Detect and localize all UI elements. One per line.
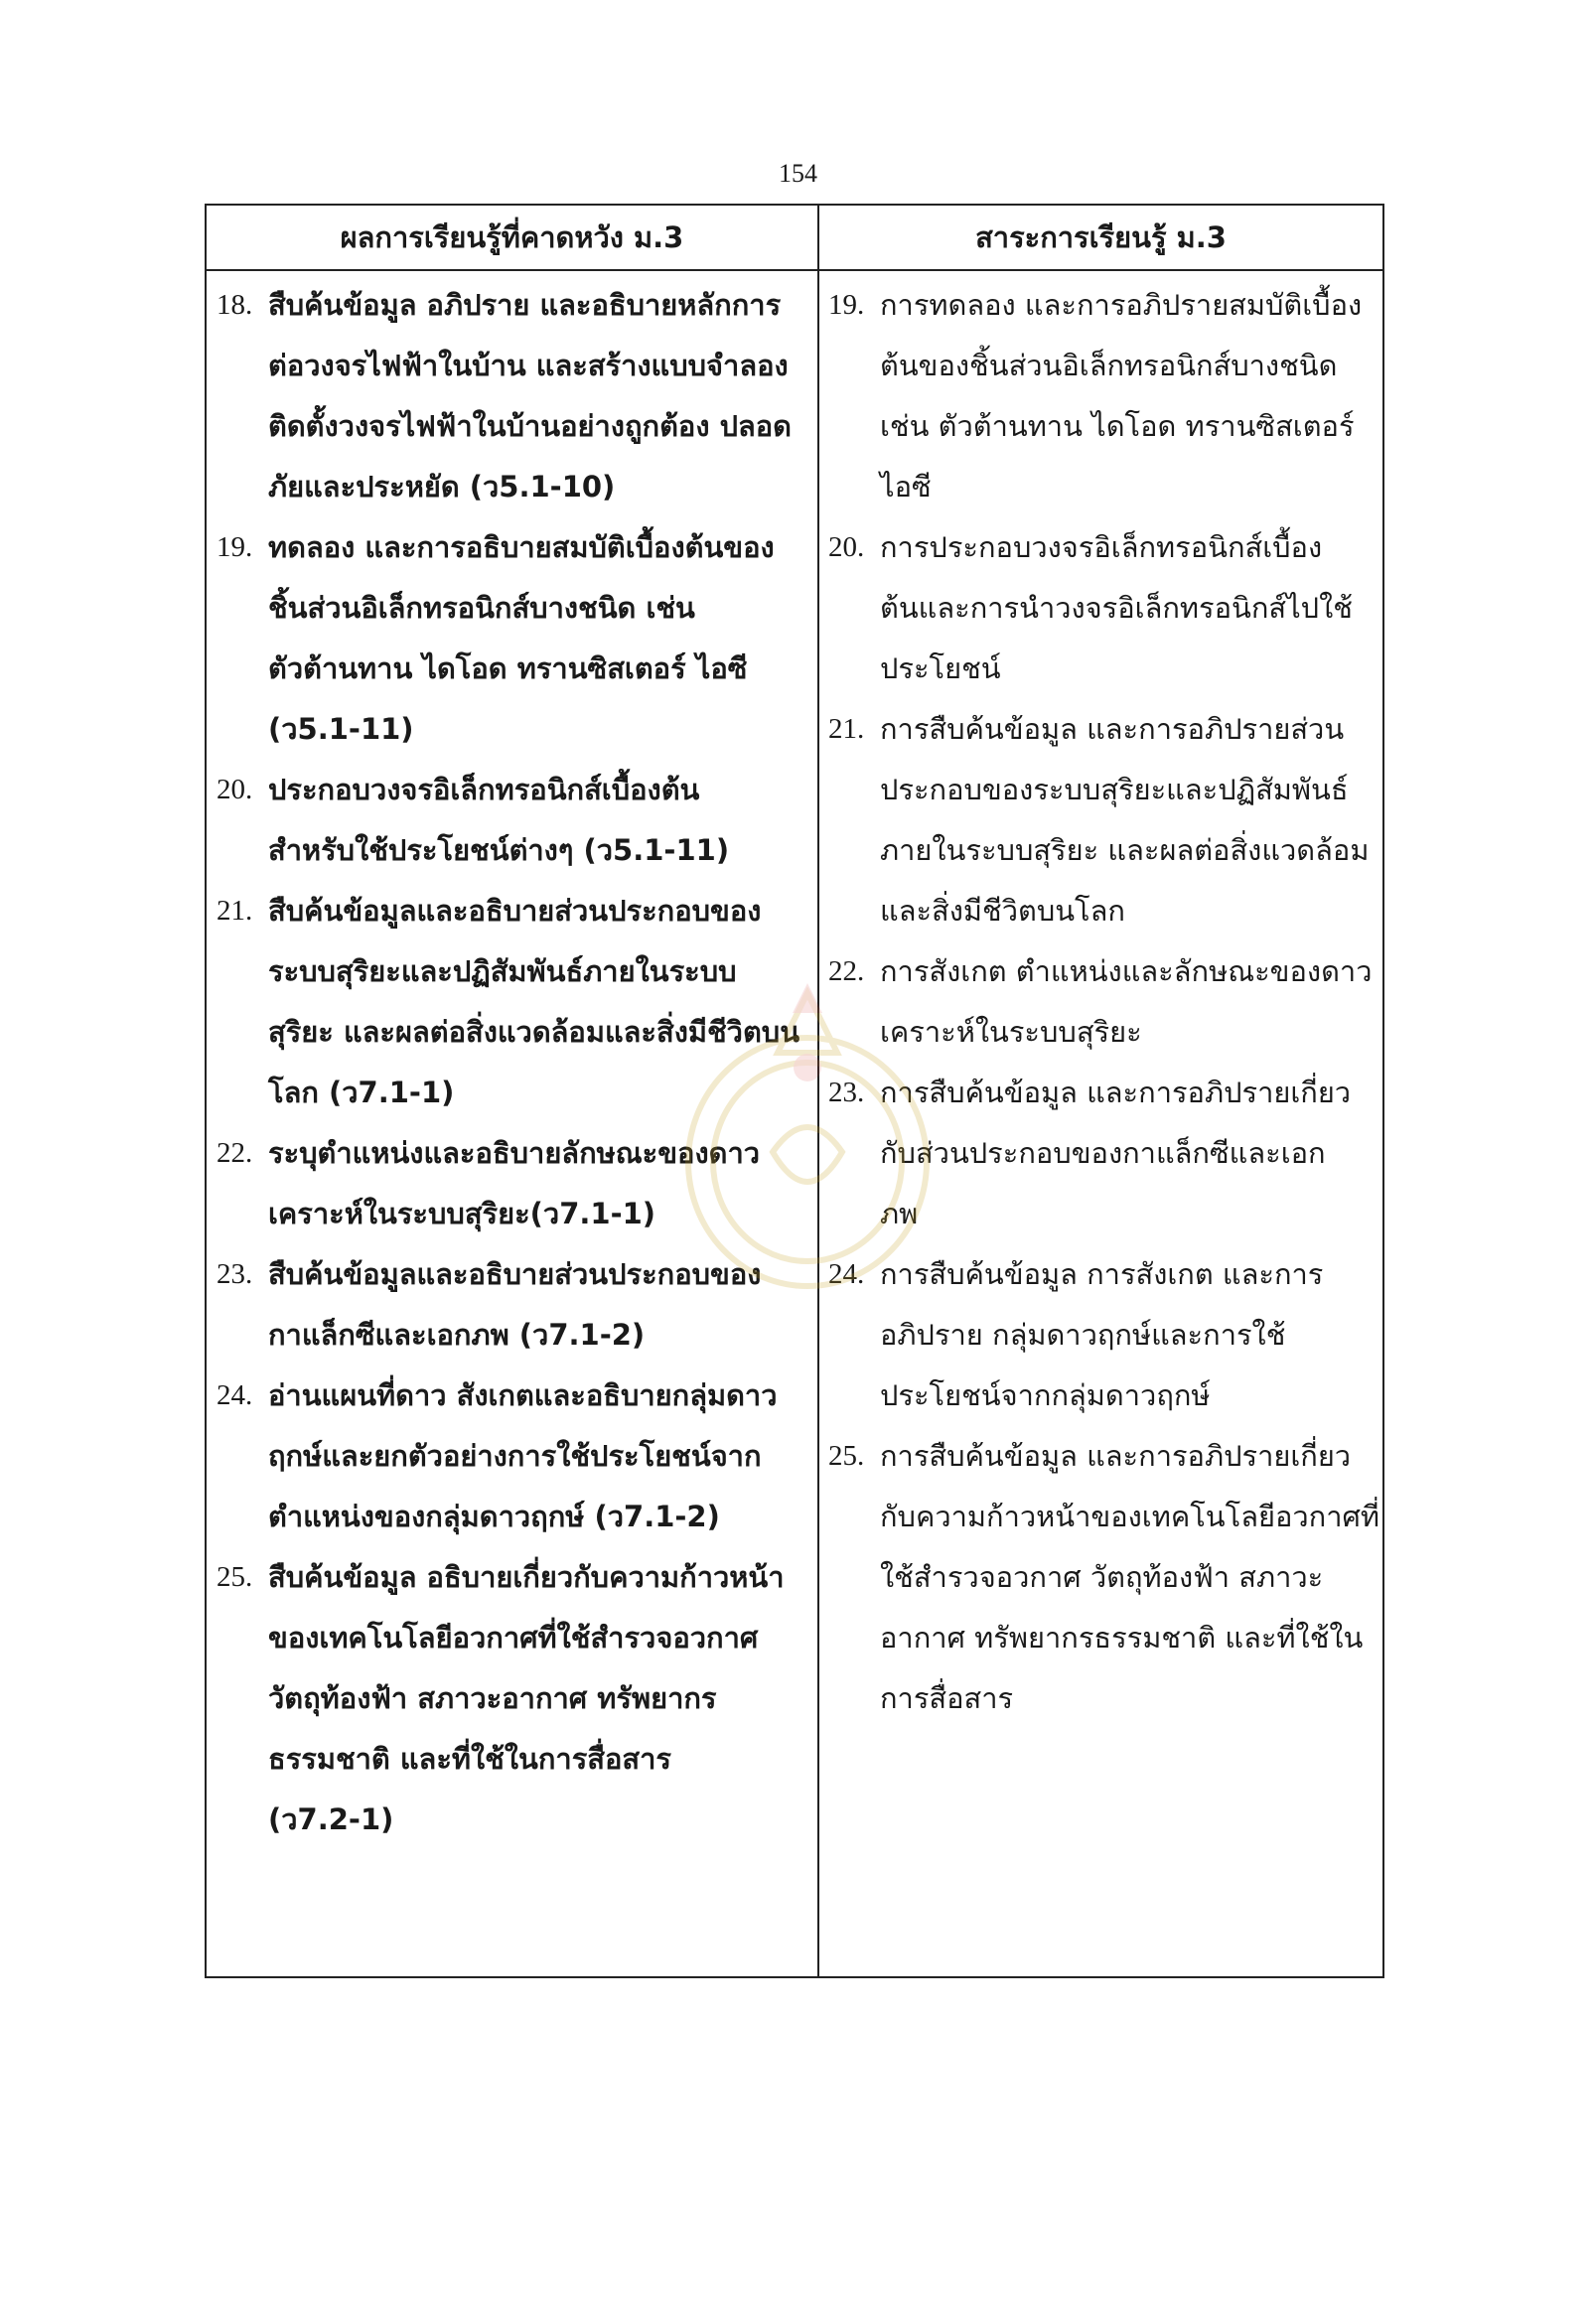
header-learning-content: สาระการเรียนรู้ ม.3 xyxy=(975,220,1227,254)
left-item-text xyxy=(268,1547,808,1850)
left-item-number: 22. xyxy=(217,1137,253,1169)
left-list-item xyxy=(217,275,808,517)
right-list-item xyxy=(828,699,1380,941)
left-item-line: สืบค้นข้อมูล อภิปราย และอธิบายหลักการ xyxy=(268,288,782,322)
right-item-number: 23. xyxy=(828,1077,865,1108)
left-item-text xyxy=(268,881,808,1123)
right-item-text xyxy=(880,275,1380,517)
right-item-line: การสืบค้นข้อมูล และการอภิปรายเกี่ยว xyxy=(880,1076,1352,1109)
right-list-item xyxy=(828,517,1380,699)
left-item-line: โลก (ว7.1-1) xyxy=(268,1076,455,1109)
left-item-line: ทดลอง และการอธิบายสมบัติเบื้องต้นของ xyxy=(268,530,775,564)
left-item-line: ตำแหน่งของกลุ่มดาวฤกษ์ (ว7.1-2) xyxy=(268,1500,720,1533)
left-item-number: 24. xyxy=(217,1379,253,1411)
left-item-number: 20. xyxy=(217,774,253,805)
left-item-line: สืบค้นข้อมูลและอธิบายส่วนประกอบของ xyxy=(268,894,762,928)
left-item-number: 23. xyxy=(217,1258,253,1290)
right-item-line: การสืบค้นข้อมูล การสังเกต และการ xyxy=(880,1257,1324,1291)
right-item-text xyxy=(880,1426,1380,1729)
right-item-line: อภิปราย กลุ่มดาวฤกษ์และการใช้ xyxy=(880,1318,1286,1352)
left-item-line: ธรรมชาติ และที่ใช้ในการสื่อสาร xyxy=(268,1742,671,1776)
curriculum-table xyxy=(205,204,1384,1978)
left-list-item xyxy=(217,1123,808,1244)
right-item-line: การประกอบวงจรอิเล็กทรอนิกส์เบื้อง xyxy=(880,530,1323,564)
right-item-number: 22. xyxy=(828,955,865,987)
right-item-line: เช่น ตัวต้านทาน ไดโอด ทรานซิสเตอร์ xyxy=(880,409,1355,443)
right-item-line: ต้นของชิ้นส่วนอิเล็กทรอนิกส์บางชนิด xyxy=(880,349,1338,382)
left-item-number: 19. xyxy=(217,531,253,563)
right-item-number: 20. xyxy=(828,531,865,563)
left-item-line: วัตถุท้องฟ้า สภาวะอากาศ ทรัพยากร xyxy=(268,1681,717,1715)
left-list-item xyxy=(217,1366,808,1547)
left-item-line: ระบุตำแหน่งและอธิบายลักษณะของดาว xyxy=(268,1136,761,1170)
left-item-number: 25. xyxy=(217,1561,253,1593)
left-item-line: (ว7.2-1) xyxy=(268,1802,394,1836)
right-item-number: 24. xyxy=(828,1258,865,1290)
right-item-line: การสื่อสาร xyxy=(880,1681,1014,1715)
left-item-line: สืบค้นข้อมูล อธิบายเกี่ยวกับความก้าวหน้า xyxy=(268,1560,785,1594)
left-list-item xyxy=(217,517,808,760)
left-list-item xyxy=(217,881,808,1123)
left-item-line: ชิ้นส่วนอิเล็กทรอนิกส์บางชนิด เช่น xyxy=(268,591,695,625)
left-item-line: สืบค้นข้อมูลและอธิบายส่วนประกอบของ xyxy=(268,1257,762,1291)
right-item-line: ภายในระบบสุริยะ และผลต่อสิ่งแวดล้อม xyxy=(880,833,1370,867)
right-item-line: อากาศ ทรัพยากรธรรมชาติ และที่ใช้ใน xyxy=(880,1621,1364,1655)
right-item-line: ภพ xyxy=(880,1197,919,1230)
right-item-text xyxy=(880,699,1380,941)
right-list-item xyxy=(828,1063,1380,1244)
left-item-line: เคราะห์ในระบบสุริยะ(ว7.1-1) xyxy=(268,1197,656,1230)
left-list-item xyxy=(217,1244,808,1366)
left-item-line: ระบบสุริยะและปฏิสัมพันธ์ภายในระบบ xyxy=(268,954,737,988)
right-item-line: ต้นและการนำวงจรอิเล็กทรอนิกส์ไปใช้ xyxy=(880,591,1353,625)
left-list-item xyxy=(217,760,808,881)
right-item-number: 25. xyxy=(828,1440,865,1472)
right-item-line: การทดลอง และการอภิปรายสมบัติเบื้อง xyxy=(880,288,1363,322)
left-item-line: สุริยะ และผลต่อสิ่งแวดล้อมและสิ่งมีชีวิตบน xyxy=(268,1015,800,1049)
right-item-line: และสิ่งมีชีวิตบนโลก xyxy=(880,894,1125,928)
left-list-item xyxy=(217,1547,808,1850)
left-item-line: ประกอบวงจรอิเล็กทรอนิกส์เบื้องต้น xyxy=(268,773,700,806)
right-item-text xyxy=(880,1063,1380,1244)
left-item-line: ติดตั้งวงจรไฟฟ้าในบ้านอย่างถูกต้อง ปลอด xyxy=(268,409,793,443)
right-item-number: 21. xyxy=(828,713,865,745)
right-list-item xyxy=(828,941,1380,1063)
right-list-item xyxy=(828,275,1380,517)
right-item-line: กับส่วนประกอบของกาแล็กซีและเอก xyxy=(880,1136,1326,1170)
right-list-item xyxy=(828,1426,1380,1729)
right-item-text xyxy=(880,941,1380,1063)
left-item-line: (ว5.1-11) xyxy=(268,712,414,746)
page-number: 154 xyxy=(779,159,817,188)
left-item-line: สำหรับใช้ประโยชน์ต่างๆ (ว5.1-11) xyxy=(268,833,730,867)
left-item-text xyxy=(268,1366,808,1547)
left-item-line: ของเทคโนโลยีอวกาศที่ใช้สำรวจอวกาศ xyxy=(268,1621,759,1655)
left-item-text xyxy=(268,760,808,881)
left-item-text xyxy=(268,275,808,517)
left-item-line: ฤกษ์และยกตัวอย่างการใช้ประโยชน์จาก xyxy=(268,1439,762,1473)
right-list-item xyxy=(828,1244,1380,1426)
right-item-line: ไอซี xyxy=(880,470,932,504)
column-divider xyxy=(817,206,819,1976)
right-item-line: ประโยชน์ xyxy=(880,651,1001,685)
right-item-line: ใช้สำรวจอวกาศ วัตถุท้องฟ้า สภาวะ xyxy=(880,1560,1324,1594)
left-item-line: อ่านแผนที่ดาว สังเกตและอธิบายกลุ่มดาว xyxy=(268,1378,778,1412)
left-item-text xyxy=(268,1123,808,1244)
right-item-line: ประโยชน์จากกลุ่มดาวฤกษ์ xyxy=(880,1378,1211,1412)
right-item-line: การสืบค้นข้อมูล และการอภิปรายเกี่ยว xyxy=(880,1439,1352,1473)
right-item-number: 19. xyxy=(828,289,865,321)
left-item-line: ภัยและประหยัด (ว5.1-10) xyxy=(268,470,616,504)
right-item-text xyxy=(880,517,1380,699)
table-header-row xyxy=(207,206,1382,271)
left-item-line: ตัวต้านทาน ไดโอด ทรานซิสเตอร์ ไอซี xyxy=(268,651,748,685)
left-item-text xyxy=(268,517,808,760)
right-item-text xyxy=(880,1244,1380,1426)
right-item-line: การสังเกต ตำแหน่งและลักษณะของดาว xyxy=(880,954,1373,988)
left-item-number: 18. xyxy=(217,289,253,321)
right-item-line: กับความก้าวหน้าของเทคโนโลยีอวกาศที่ xyxy=(880,1500,1380,1533)
left-item-text xyxy=(268,1244,808,1366)
expected-outcomes-column xyxy=(217,275,808,1850)
right-item-line: เคราะห์ในระบบสุริยะ xyxy=(880,1015,1142,1049)
right-item-line: ประกอบของระบบสุริยะและปฏิสัมพันธ์ xyxy=(880,773,1349,806)
header-expected-outcomes: ผลการเรียนรู้ที่คาดหวัง ม.3 xyxy=(340,220,684,254)
right-item-line: การสืบค้นข้อมูล และการอภิปรายส่วน xyxy=(880,712,1345,746)
left-item-number: 21. xyxy=(217,895,253,927)
left-item-line: กาแล็กซีและเอกภพ (ว7.1-2) xyxy=(268,1318,646,1352)
learning-content-column xyxy=(828,275,1380,1729)
left-item-line: ต่อวงจรไฟฟ้าในบ้าน และสร้างแบบจำลอง xyxy=(268,349,789,382)
